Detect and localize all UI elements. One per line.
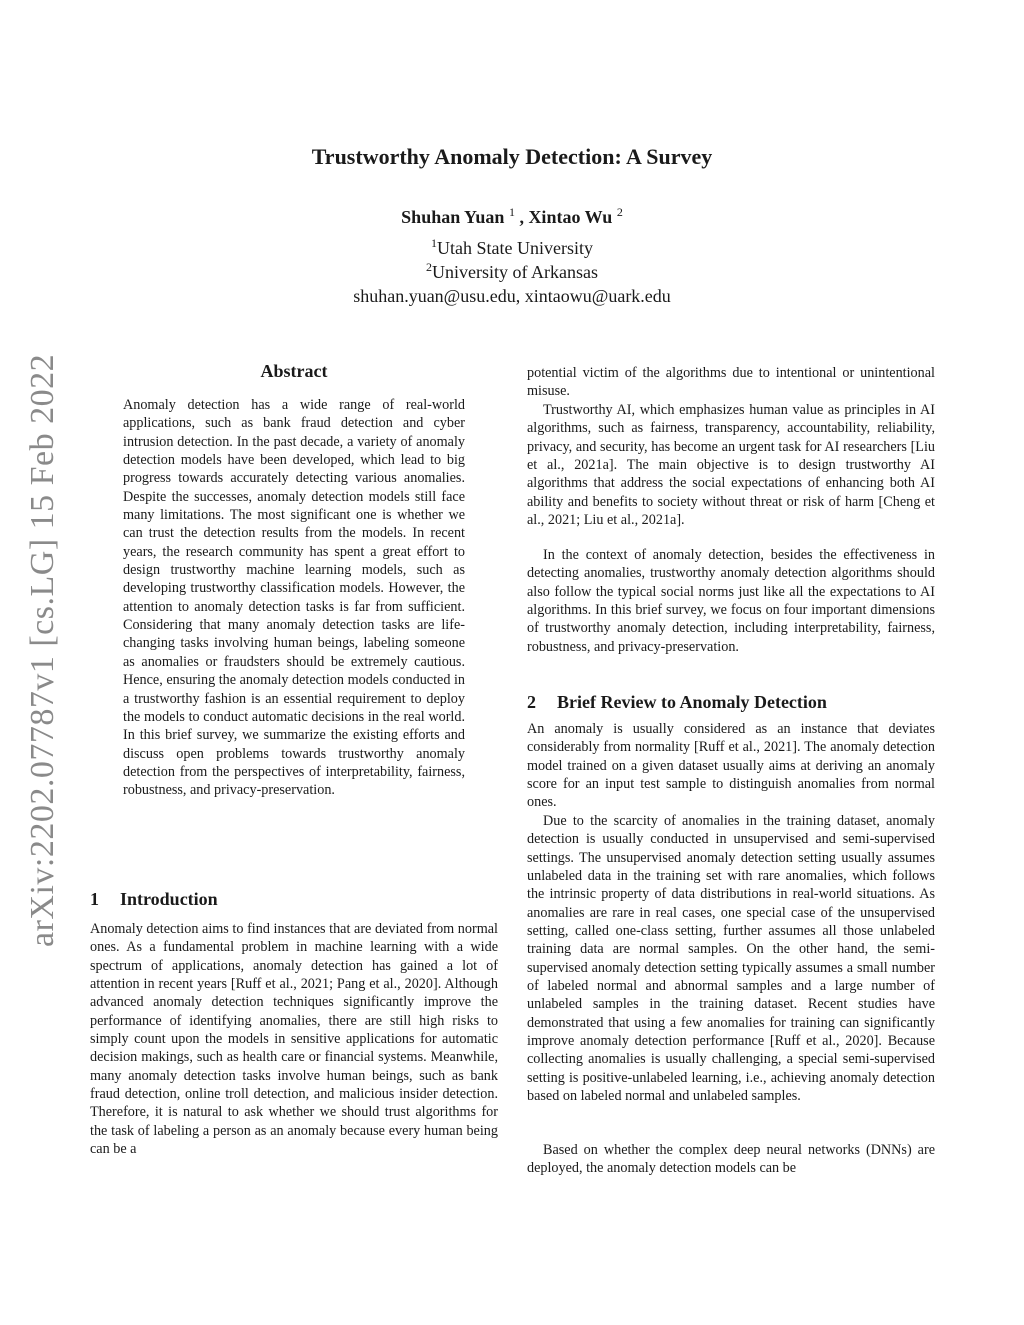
section-number: 2 xyxy=(527,692,536,712)
abstract-heading: Abstract xyxy=(260,361,328,381)
author-list xyxy=(150,205,874,228)
affiliation-name: Utah State University xyxy=(437,238,593,258)
author-separator: , xyxy=(514,207,529,227)
author-emails: shuhan.yuan@usu.edu, xintaowu@uark.edu xyxy=(353,286,671,306)
section-heading-brief-review xyxy=(527,692,827,713)
author-name: Xintao Wu xyxy=(528,207,613,227)
brief-review-paragraph: An anomaly is usually considered as an instance that deviates considerably from normality [Ruff et al., 2021]. The anomaly detection model trained on a given dataset usually aims at deriving an anomaly score for an input test sample to distinguish anomalies from normal ones. xyxy=(527,721,935,811)
affiliation xyxy=(150,260,874,283)
introduction-paragraph: Anomaly detection aims to find instances that are deviated from normal ones. As a fundamental problem in machine learning with a wide spectrum of applications, anomaly detection has gained a lot of attention in recent years [Ruff et al., 2021; Pang et al., 2020]. Although advanced anomaly detection techniques significantly improve the performance of identifying anomalies, there are still high risks to simply count upon the models in sensitive applications for automatic decision makings, such as health care or financial systems. Meanwhile, many anomaly detection tasks involve human beings, such as bank fraud detection, online troll detection, and malicious insider detection. Therefore, it is natural to ask whether we should trust algorithms for the task of labeling a person as an anomaly because every human being can be a xyxy=(90,921,498,1158)
context-paragraph: In the context of anomaly detection, besides the effectiveness in detecting anomalies, trustworthy anomaly detection algorithms should also follow the typical social norms just like all the expectations to AI algorithms. In this brief survey, we focus on four important dimensions of trustworthy anomaly detection, including interpretability, fairness, robustness, and privacy-preservation. xyxy=(527,547,935,655)
brief-review-paragraph: Due to the scarcity of anomalies in the training dataset, anomaly detection is usually conducted in unsupervised and semi-supervised settings. The unsupervised anomaly detection setting usually assumes unlabeled data in the training set with rare anomalies, which follows the intrinsic property of data distributions in real-world situations. As anomalies are rare in real cases, one special case of the unsupervised setting, called one-class setting, further assumes all those unlabeled training data are normal samples. On the other hand, the semi-supervised anomaly detection setting typically assumes a small number of labeled normal and abnormal samples and a large number of unlabeled samples in the training dataset. Recent studies have demonstrated that using a few anomalies for training can significantly improve anomaly detection performance [Ruff et al., 2020]. Because collecting anomalies is usually challenging, a special semi-supervised setting is positive-unlabeled learning, i.e., achieving anomaly detection based on labeled normal and unlabeled samples. xyxy=(527,813,935,1105)
section-title: Introduction xyxy=(120,889,218,909)
affiliation-mark: 2 xyxy=(426,260,432,274)
author-affiliation-mark: 1 xyxy=(508,205,515,219)
author-affiliation-mark: 2 xyxy=(616,205,623,219)
section-title: Brief Review to Anomaly Detection xyxy=(557,692,827,712)
section-heading-introduction xyxy=(90,889,218,910)
author-name: Shuhan Yuan xyxy=(401,207,505,227)
paper-title: Trustworthy Anomaly Detection: A Survey xyxy=(311,144,713,169)
continuation-paragraph: potential victim of the algorithms due to intentional or unintentional misuse. xyxy=(527,365,935,400)
trustworthy-ai-paragraph: Trustworthy AI, which emphasizes human value as principles in AI algorithms, such as fairness, transparency, accountability, reliability, privacy, and security, has become an urgent task for AI researchers [Liu et al., 2021a]. The main objective is to design trustworthy AI algorithms that address the social expectations of enhancing both AI ability and benefits to society without threat or risk of harm [Cheng et al., 2021; Liu et al., 2021a]. xyxy=(527,402,935,529)
brief-review-paragraph: Based on whether the complex deep neural networks (DNNs) are deployed, the anomaly detection models can be xyxy=(527,1142,935,1177)
affiliation-name: University of Arkansas xyxy=(432,262,598,282)
affiliation-mark: 1 xyxy=(431,236,437,250)
abstract-text: Anomaly detection has a wide range of real-world applications, such as bank fraud detection and cyber intrusion detection. In the past decade, a variety of anomaly detection models have been developed, which lead to big progress towards accurately detecting various anomalies. Despite the successes, anomaly detection models still face many limitations. The most significant one is whether we can trust the detection results from the models. In recent years, the research community has spent a great effort to design trustworthy machine learning models, such as developing trustworthy classification models. However, the attention to anomaly detection tasks is far from sufficient. Considering that many anomaly detection tasks are life-changing tasks involving human beings, labeling someone as anomalies or fraudsters should be extremely cautious. Hence, ensuring the anomaly detection models conducted in a trustworthy fashion is an essential requirement to deploy the models to conduct automatic decisions in the real world. In this brief survey, we summarize the existing efforts and discuss open problems towards trustworthy anomaly detection from the perspectives of interpretability, fairness, robustness, and privacy-preservation. xyxy=(123,397,465,799)
affiliation xyxy=(150,236,874,259)
arxiv-identifier: arXiv:2202.07787v1 [cs.LG] 15 Feb 2022 xyxy=(24,353,61,947)
section-number: 1 xyxy=(90,889,99,909)
